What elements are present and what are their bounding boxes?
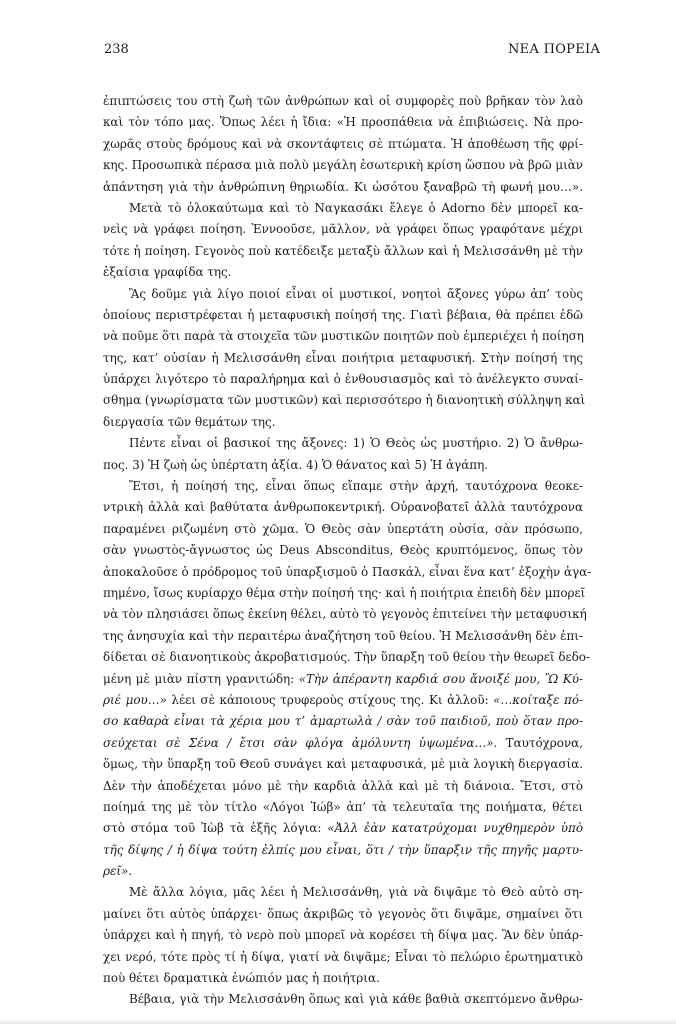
text-run: σθημα (γνωρίσματα τῶν μυστικῶν) καὶ περισσότερο ἡ διανοητικὴ σύλληψη καὶ (103, 393, 586, 408)
text-line (103, 626, 583, 647)
text-line (103, 669, 583, 690)
text-run: ὁποίους περιστρέφεται ἡ μεταφυσικὴ ποίησή της. Γιατὶ βέβαια, θὰ πρέπει ἐδῶ (103, 307, 583, 322)
text-line (103, 519, 583, 540)
text-run: χει νερό, τότε πρὸς τί ἡ δίψα, γιατί νὰ διψᾶμε; Εἶναι τὸ πελώριο ἐρωτηματικὸ (103, 949, 583, 964)
text-run: ὅμως, τὴν ὕπαρξη τοῦ Θεοῦ συνάγει καὶ μεταφυσικά, μὲ μιὰ λογικὴ διεργασία. (103, 757, 583, 772)
italic-quote-run: «Τὴν ἀπέραντη καρδιά σου ἄνοιξέ μου, Ὢ Κύ- (298, 671, 583, 686)
text-run: ὑπάρχει καὶ ἡ πηγή, τὸ νερὸ ποὺ μπορεῖ νὰ κορέσει τὴ δίψα μας. Ἂν δὲν ὑπάρ- (103, 928, 583, 943)
text-line (103, 776, 583, 797)
text-run: ποίημά της μὲ τὸν τίτλο «Λόγοι Ἰώβ» ἀπ’ τὰ τελευταῖα της ποιήματα, θέτει (103, 799, 583, 814)
text-run: ντρικὴ ἀλλὰ καὶ βαθύτατα ἀνθρωποκεντρική. Οὐρανοβατεῖ ἀλλὰ ταυτόχρονα (103, 500, 583, 515)
text-line (103, 305, 583, 326)
text-line (103, 219, 583, 240)
text-line (103, 540, 583, 561)
text-line (103, 284, 583, 305)
italic-quote-run: τῆς δίψης / ἡ δίψα τούτη ἐλπίς μου εἶναι, ὅτι / τὴν ὕπαρξιν τῆς πηγῆς μαρτυ- (103, 842, 583, 857)
text-line (103, 241, 583, 262)
text-line (103, 925, 583, 946)
text-run: Μετὰ τὸ ὁλοκαύτωμα καὶ τὸ Ναγκασάκι ἔλεγε ὁ Adorno δὲν μπορεῖ κα- (129, 200, 583, 215)
text-run: νεὶς νὰ γράφει ποίηση. Ἐννοοῦσε, μᾶλλον, νὰ γράφει ὅπως γραφότανε μέχρι (103, 222, 583, 237)
text-line (103, 797, 583, 818)
text-run: μαίνει ὅτι αὐτὸς ὑπάρχει· ὅπως ἀκριβῶς τὸ γεγονὸς ὅτι διψᾶμε, σημαίνει ὅτι (103, 906, 583, 921)
text-run: μένη μὲ μιὰν πίστη γρανιτώδη: (103, 671, 299, 686)
text-run: καὶ τὸν τόπο μας. Ὅπως λέει ἡ ἴδια: «Ἡ προσπάθεια νὰ ἐπιβιώσεις. Νὰ προ- (103, 115, 583, 130)
text-line (103, 412, 583, 433)
text-line (103, 455, 583, 476)
text-line (103, 882, 583, 903)
text-run: δίδεται σὲ διανοητικοὺς ἀκροβατισμούς. Τὴν ὕπαρξη τοῦ θείου τὴν θεωρεῖ δεδο- (103, 650, 590, 665)
text-line (103, 861, 583, 882)
text-run: Βέβαια, γιὰ τὴν Μελισσάνθη ὅπως καὶ γιὰ κάθε βαθιὰ σκεπτόμενο ἄνθρω- (129, 992, 583, 1007)
text-run: Μὲ ἄλλα λόγια, μᾶς λέει ἡ Μελισσάνθη, γιὰ νὰ διψᾶμε τὸ Θεὸ αὐτὸ ση- (129, 885, 583, 900)
text-line (103, 433, 583, 454)
text-line (103, 818, 583, 839)
italic-quote-run: ριέ μου…» (103, 692, 167, 707)
text-run: Ἂς δοῦμε γιὰ λίγο ποιοί εἶναι οἱ μυστικοί, νοητοὶ ἄξονες γύρω ἀπ’ τοὺς (129, 286, 583, 301)
text-line (103, 198, 583, 219)
text-line (103, 497, 583, 518)
text-line (103, 947, 583, 968)
text-line (103, 348, 583, 369)
text-run: Ταυτόχρονα, (497, 735, 583, 750)
text-run: χωρᾶς στοὺς δρόμους καὶ νὰ σκοντάφτεις σὲ πτώματα. Ἡ ἀποθέωση τῆς φρί- (103, 136, 583, 151)
body-text (103, 91, 592, 1011)
text-line (103, 840, 583, 861)
text-line (103, 604, 587, 625)
text-run: ὑπάρχει λιγότερο τὸ παραλήρημα καὶ ὁ ἐνθουσιασμὸς καὶ τὸ ἀνέλεγκτο συναί- (103, 372, 583, 387)
text-line (103, 968, 583, 989)
text-line (103, 754, 583, 775)
italic-quote-run: «…κοίταξε πό- (493, 692, 584, 707)
text-run: παραμένει ριζωμένη στὸ χῶμα. Ὁ Θεὸς σὰν ὑπερτάτη οὐσία, σὰν πρόσωπο, (103, 521, 583, 536)
text-run: ποὺ θέτει δραματικὰ ἐνώπιόν μας ἡ ποιήτρια. (103, 971, 380, 986)
italic-quote-run: «Ἀλλ ἐὰν κατατρύχομαι νυχθημερὸν ὑπὸ (327, 821, 584, 836)
text-run: ἐπιπτώσεις του στὴ ζωὴ τῶν ἀνθρώπων καὶ οἱ συμφορὲς ποὺ βρῆκαν τὸν λαὸ (103, 94, 583, 108)
page-number: 238 (104, 42, 129, 57)
text-run: νὰ ποῦμε ὅτι παρὰ τὰ στοιχεῖα τῶν μυστικῶν ποιητῶν ποὺ ἐμπεριέχει ἡ ποίηση (103, 329, 584, 344)
text-run: Πέντε εἶναι οἱ βασικοί της ἄξονες: 1) Ὁ Θεὸς ὡς μυστήριο. 2) Ὁ ἄνθρω- (129, 436, 583, 451)
text-line (103, 262, 583, 283)
text-run: λέει σὲ κάποιους τρυφεροὺς στίχους της. Κι ἀλλοῦ: (166, 692, 494, 707)
text-line (103, 711, 583, 732)
italic-quote-run: σο καθαρὰ εἶναι τὰ χέρια μου τ’ ἁμαρτωλὰ / σὰν τοῦ παιδιοῦ, ποὺ ὅταν προ- (103, 714, 583, 729)
text-run: πος. 3) Ἡ ζωὴ ὡς ὑπέρτατη ἀξία. 4) Ὁ θάνατος καὶ 5) Ἡ ἀγάπη. (103, 457, 488, 472)
text-run: Δὲν τὴν ἀποδέχεται μόνο μὲ τὴν καρδιὰ ἀλλὰ καὶ μὲ τὴ διάνοια. Ἔτσι, στὸ (103, 778, 583, 793)
text-run: στὸ στόμα τοῦ Ἰὼβ τὰ ἑξῆς λόγια: (103, 821, 328, 836)
text-line (103, 134, 583, 155)
text-line (103, 690, 583, 711)
text-line (103, 112, 583, 133)
text-line (103, 733, 583, 754)
text-line (103, 155, 583, 176)
text-line (103, 583, 586, 604)
text-run: ἀπάντηση γιὰ τὴν ἀνθρώπινη θηριωδία. Κι ὡσότου ξαναβρῶ τὴ φωνή μου…». (103, 179, 583, 194)
text-line (103, 390, 586, 411)
text-line (103, 989, 583, 1010)
text-line (103, 177, 583, 198)
text-line (103, 369, 583, 390)
text-run: διεργασία τῶν θεμάτων της. (103, 414, 276, 429)
page-edge-shadow (0, 1018, 676, 1024)
text-line (103, 647, 590, 668)
text-run: ἀποκαλοῦσε ὁ πρόδρομος τοῦ ὑπαρξισμοῦ ὁ Πασκάλ, εἶναι ἕνα κατ’ ἐξοχὴν ἀγα- (103, 564, 592, 579)
italic-quote-run: σεύχεται σὲ Σένα / ἔτσι σὰν φλόγα ἀμόλυντη ὑψωμένα…». (103, 735, 498, 750)
italic-quote-run: ρεῖ». (103, 864, 133, 879)
text-run: σὰν γνωστὸς-ἄγνωστος ὡς Deus Absconditus, Θεὸς κρυπτόμενος, ὅπως τὸν (103, 543, 583, 558)
text-line (103, 476, 583, 497)
text-run: κης. Προσωπικὰ πέρασα μιὰ πολὺ μεγάλη ἐσωτερικὴ κρίση ὥσπου νὰ βρῶ μιὰν (103, 158, 583, 173)
text-run: νὰ τὸν πλησιάσει ὅπως ἐκείνη θέλει, αὐτὸ τὸ γεγονὸς ἐπιτείνει τὴν μεταφυσική (103, 607, 587, 622)
text-run: Ἔτσι, ἡ ποίησή της, εἶναι ὅπως εἴπαμε στὴν ἀρχή, ταυτόχρονα θεοκε- (129, 479, 583, 494)
text-run: της, κατ’ οὐσίαν ἡ Μελισσάνθη εἶναι ποιήτρια μεταφυσική. Στὴν ποίησή της (103, 350, 583, 365)
text-line (103, 326, 583, 347)
text-run: της ἀνησυχία καὶ τὴν περαιτέρω ἀναζήτηση τοῦ θείου. Ἡ Μελισσάνθη δὲν ἐπι- (103, 628, 583, 643)
text-line (103, 91, 583, 112)
text-line (103, 562, 592, 583)
text-run: ἐξαίσια γραφίδα της. (103, 265, 232, 280)
text-line (103, 904, 583, 925)
text-run: τότε ἡ ποίηση. Γεγονὸς ποὺ κατέδειξε μεταξὺ ἄλλων καὶ ἡ Μελισσάνθη μὲ τὴν (103, 243, 583, 258)
running-head: ΝΕΑ ΠΟΡΕΙΑ (508, 42, 601, 57)
text-run: πημένο, ἴσως κυρίαρχο θέμα στὴν ποίησή της· καὶ ἡ ποιήτρια ἐπειδὴ δὲν μπορεῖ (103, 585, 586, 600)
